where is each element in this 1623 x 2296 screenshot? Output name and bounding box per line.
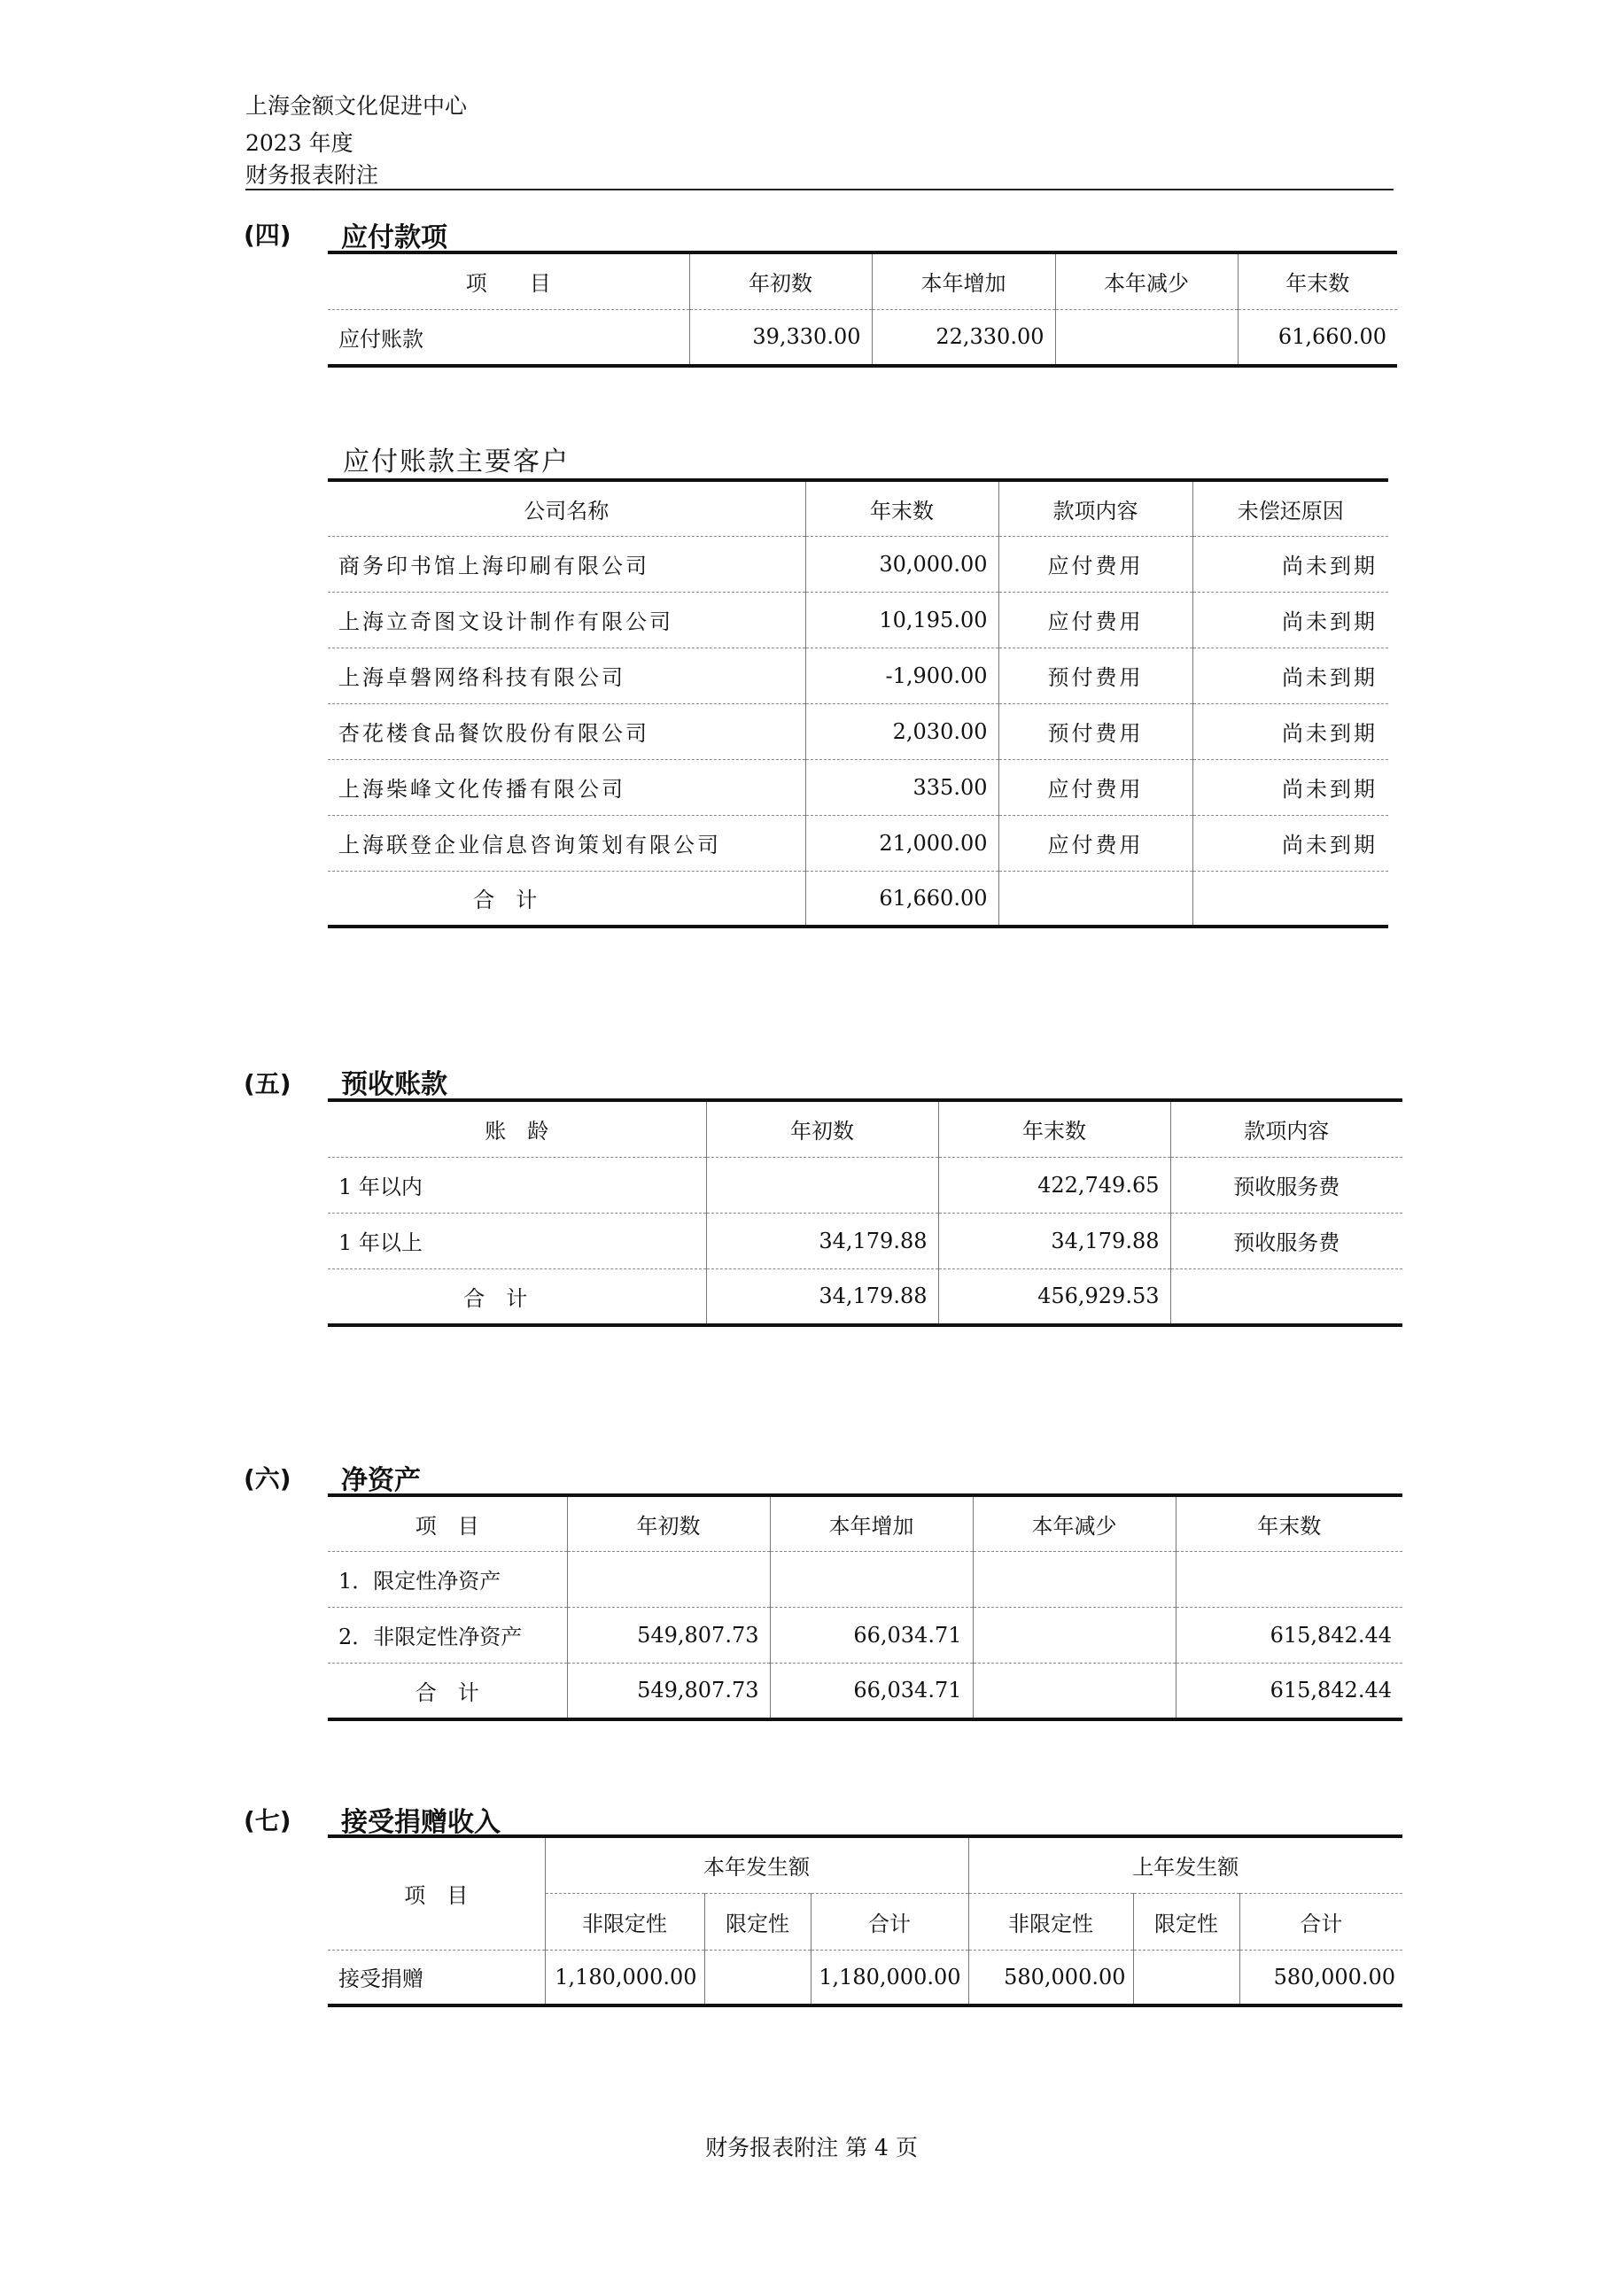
company-name: 上海柴峰文化传播有限公司	[328, 759, 805, 815]
total-row	[328, 871, 1388, 927]
table-cell: 549,807.73	[567, 1663, 770, 1719]
row-label: 应付账款	[338, 326, 423, 352]
section-7-title: 接受捐赠收入	[341, 1807, 501, 1838]
company-name: 杏花楼食品餐饮股份有限公司	[328, 703, 805, 759]
payables-clients-table	[328, 478, 1388, 928]
col-header: 本年增加	[770, 1495, 973, 1551]
table-cell	[973, 1663, 1176, 1719]
table-cell: 335.00	[805, 759, 998, 815]
col-header: 合计	[1239, 1893, 1402, 1950]
col-header: 项 目	[328, 1836, 545, 1950]
row-label: 1．限定性净资产	[328, 1551, 567, 1607]
table-cell	[567, 1551, 770, 1607]
group-header: 上年发生额	[968, 1836, 1402, 1893]
table-cell: 2,030.00	[805, 703, 998, 759]
table-cell: 21,000.00	[805, 815, 998, 871]
table-cell: 尚未到期	[1192, 815, 1388, 871]
advance-receipts-table	[328, 1098, 1402, 1327]
table-cell: 10,195.00	[805, 592, 998, 648]
table-cell: 应付费用	[998, 815, 1192, 871]
col-header: 本年减少	[1055, 252, 1238, 309]
table-cell: 549,807.73	[567, 1607, 770, 1663]
col-header: 本年增加	[872, 252, 1055, 309]
col-header: 年初数	[567, 1495, 770, 1551]
section-5-title: 预收账款	[341, 1069, 447, 1100]
row-label: 接受捐赠	[338, 1966, 423, 1992]
table-cell: 66,034.71	[770, 1607, 973, 1663]
section-6-number: (六)	[244, 1464, 291, 1493]
table-row	[328, 815, 1388, 871]
table-row	[328, 1950, 1402, 2005]
table-cell: 1,180,000.00	[545, 1950, 704, 2005]
table-cell	[1176, 1551, 1402, 1607]
table-cell: 61,660.00	[805, 871, 998, 927]
col-header: 账 龄	[328, 1100, 706, 1157]
col-header: 年末数	[805, 480, 998, 536]
table-cell: 应付费用	[998, 592, 1192, 648]
table-cell: 应付费用	[998, 536, 1192, 592]
col-header: 非限定性	[545, 1893, 704, 1950]
col-header: 非限定性	[968, 1893, 1133, 1950]
table-cell: 580,000.00	[968, 1950, 1133, 2005]
col-header: 年末数	[1238, 252, 1397, 309]
table-row	[328, 1551, 1402, 1607]
total-label: 合 计	[463, 1285, 528, 1311]
table-header-row	[328, 252, 1397, 309]
table-row	[328, 759, 1388, 815]
table-cell	[1133, 1950, 1239, 2005]
table-header-row	[328, 1100, 1402, 1157]
table-cell: 66,034.71	[770, 1663, 973, 1719]
table-cell: 61,660.00	[1238, 309, 1397, 366]
table-cell	[1170, 1268, 1402, 1325]
table-cell: 456,929.53	[938, 1268, 1170, 1325]
col-header: 本年减少	[973, 1495, 1176, 1551]
table-cell: 尚未到期	[1192, 703, 1388, 759]
table-cell: 1,180,000.00	[811, 1950, 968, 2005]
table-cell: 尚未到期	[1192, 648, 1388, 703]
table-cell: 30,000.00	[805, 536, 998, 592]
table-cell: 尚未到期	[1192, 759, 1388, 815]
table-row	[328, 1213, 1402, 1268]
table-cell: 预付费用	[998, 648, 1192, 703]
company-name: 上海立奇图文设计制作有限公司	[328, 592, 805, 648]
col-header: 限定性	[1133, 1893, 1239, 1950]
table-cell: 预收服务费	[1170, 1213, 1402, 1268]
org-name: 上海金额文化促进中心	[245, 93, 468, 119]
table-cell	[1055, 309, 1238, 366]
table-cell	[973, 1551, 1176, 1607]
table-header-row	[328, 1495, 1402, 1551]
table-cell: 34,179.88	[706, 1213, 938, 1268]
table-cell	[704, 1950, 811, 2005]
section-4-number: (四)	[244, 221, 291, 250]
total-row	[328, 1663, 1402, 1719]
report-year: 2023 年度	[245, 130, 353, 156]
table-cell	[706, 1157, 938, 1213]
section-4-title: 应付款项	[341, 222, 447, 253]
table-cell: 422,749.65	[938, 1157, 1170, 1213]
table-cell: 预付费用	[998, 703, 1192, 759]
col-header: 项 目	[328, 1495, 567, 1551]
table-row	[328, 648, 1388, 703]
col-header: 年初数	[706, 1100, 938, 1157]
col-header: 公司名称	[328, 480, 805, 536]
table-cell: 34,179.88	[706, 1268, 938, 1325]
table-cell: 尚未到期	[1192, 592, 1388, 648]
table-row	[328, 1157, 1402, 1213]
row-label: 1 年以内	[328, 1157, 706, 1213]
table-cell	[770, 1551, 973, 1607]
table-header-row	[328, 1836, 1402, 1893]
table-header-row	[328, 480, 1388, 536]
group-header: 本年发生额	[545, 1836, 968, 1893]
table-cell: 39,330.00	[689, 309, 872, 366]
table-row	[328, 309, 1397, 366]
table-row	[328, 592, 1388, 648]
col-header: 合计	[811, 1893, 968, 1950]
company-name: 上海联登企业信息咨询策划有限公司	[328, 815, 805, 871]
section-6-title: 净资产	[341, 1465, 421, 1496]
col-header: 款项内容	[998, 480, 1192, 536]
table-cell: 预收服务费	[1170, 1157, 1402, 1213]
company-name: 商务印书馆上海印刷有限公司	[328, 536, 805, 592]
table-cell	[998, 871, 1192, 927]
col-header: 年末数	[1176, 1495, 1402, 1551]
doc-title: 财务报表附注	[245, 162, 379, 188]
table-cell	[973, 1607, 1176, 1663]
table-cell: 22,330.00	[872, 309, 1055, 366]
footer-text: 财务报表附注	[705, 2135, 839, 2160]
table-cell: 615,842.44	[1176, 1663, 1402, 1719]
col-header: 年末数	[938, 1100, 1170, 1157]
row-label: 1 年以上	[328, 1213, 706, 1268]
page-footer	[0, 2130, 1623, 2162]
table-cell: 应付费用	[998, 759, 1192, 815]
net-assets-table	[328, 1493, 1402, 1721]
section-7-number: (七)	[244, 1806, 291, 1835]
page-number: 第 4 页	[845, 2135, 918, 2160]
table-cell: 615,842.44	[1176, 1607, 1402, 1663]
table-cell: 580,000.00	[1239, 1950, 1402, 2005]
donation-income-table	[328, 1834, 1402, 2007]
row-label: 2．非限定性净资产	[328, 1607, 567, 1663]
table-cell: 34,179.88	[938, 1213, 1170, 1268]
col-header: 限定性	[704, 1893, 811, 1950]
col-header: 年初数	[689, 252, 872, 309]
payables-table	[328, 251, 1397, 368]
table-row	[328, 536, 1388, 592]
table-cell: -1,900.00	[805, 648, 998, 703]
section-5-number: (五)	[244, 1069, 291, 1098]
col-header: 未偿还原因	[1192, 480, 1388, 536]
table-row	[328, 703, 1388, 759]
payables-clients-title: 应付账款主要客户	[343, 446, 570, 477]
total-label: 合 计	[415, 1679, 479, 1705]
header-divider	[245, 189, 1394, 190]
total-label: 合 计	[473, 888, 538, 913]
table-cell	[1192, 871, 1388, 927]
total-row	[328, 1268, 1402, 1325]
col-header: 款项内容	[1170, 1100, 1402, 1157]
table-row	[328, 1607, 1402, 1663]
table-cell: 尚未到期	[1192, 536, 1388, 592]
company-name: 上海卓磐网络科技有限公司	[328, 648, 805, 703]
col-header: 项 目	[328, 252, 689, 309]
